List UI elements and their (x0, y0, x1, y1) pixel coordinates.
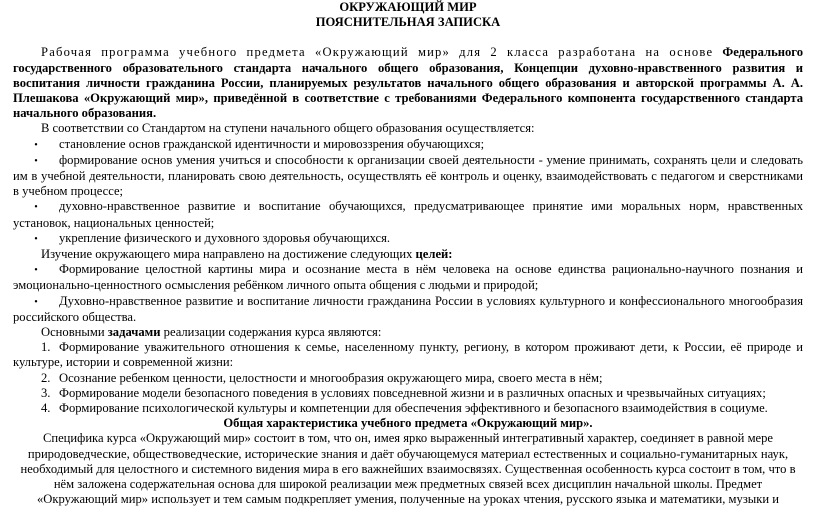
bullet-icon: • (34, 155, 38, 167)
list-item: 3. Формирование модели безопасного поведения в условиях повседневной жизни и в различных опасных и чрезвычайных ситуациях; (13, 386, 803, 401)
section-paragraph: Специфика курса «Окружающий мир» состоит в том, что он, имея ярко выраженный интегративный характер, соединяет в равной мере природоведческие, обществоведческие, исторические знания и даёт обучающемуся материал естественных и социально-гуманитарных наук, необходимый для целостного и системного видения мира в его важнейших взаимосвязях. Существенная особенность курса состоит в том, что в нём заложена содержательная основа для широкой реализации меж предметных связей всех дисциплин начальной школы. Предмет «Окружающий мир» использует и тем самым подкрепляет умения, полученные на уроках чтения, русского языка и математики, музыки и (20, 431, 796, 507)
goals-list (13, 262, 803, 325)
standard-lead: В соответствии со Стандартом на ступени начального общего образования осуществляется: (41, 121, 535, 136)
item-number: 3. (41, 385, 51, 400)
list-item: • Формирование целостной картины мира и осознание места в нём человека на основе единства рационально-научного познания и эмоционально-ценностного осмысления ребёнком личного опыта общения с людьми и природой; (13, 262, 803, 293)
list-item: • формирование основ умения учиться и способности к организации своей деятельности - умение принимать, сохранять цели и следовать им в учебной деятельности, планировать свою деятельность, осуществлять её контроль и оценку, взаимодействовать с педагогом и сверстниками в учебном процессе; (13, 152, 803, 199)
list-item: • Духовно-нравственное развитие и воспитание личности гражданина России в условиях культурного и конфессионального многообразия российского общества. (13, 293, 803, 324)
section-heading: Общая характеристика учебного предмета «Окружающий мир». (223, 416, 593, 431)
list-item: • укрепление физического и духовного здоровья обучающихся. (13, 231, 803, 247)
list-item: 2. Осознание ребенком ценности, целостности и многообразия окружающего мира, своего места в нём; (13, 371, 803, 386)
item-number: 1. (41, 340, 51, 355)
intro-bold-text: Федерального государственного образовательного стандарта начального общего образования, Концепции духовно-нравственного развития и воспитания личности гражданина России, планируемых результатов начального общего образования и авторской программы А. А. Плешакова «Окружающий мир», приведённой в соответствие с требованиями Федерального компонента государственного стандарта начального образования. (13, 45, 803, 121)
tasks-lead: Основными задачами реализации содержания курса являются: (41, 325, 382, 340)
document-subtitle: ПОЯСНИТЕЛЬНАЯ ЗАПИСКА (315, 15, 501, 30)
tasks-list (13, 340, 803, 416)
bullet-icon: • (34, 202, 38, 214)
item-number: 2. (41, 370, 51, 385)
document-title: ОКРУЖАЮЩИЙ МИР (339, 0, 477, 14)
goals-lead: Изучение окружающего мира направлено на достижение следующих целей: (41, 247, 453, 262)
intro-paragraph (13, 45, 803, 121)
tasks-word: задачами (107, 325, 161, 340)
list-item: 1. Формирование уважительного отношения к семье, населенному пункту, региону, в котором проживают дети, к России, её природе и культуре, истории и современной жизни: (13, 340, 803, 370)
item-number: 4. (41, 401, 51, 416)
goals-word: целей: (415, 247, 453, 262)
list-item: • становление основ гражданской идентичности и мировоззрения обучающихся; (13, 137, 803, 153)
list-item: • духовно-нравственное развитие и воспитание обучающихся, предусматривающее принятие ими моральных норм, нравственных установок, национальных ценностей; (13, 199, 803, 230)
bullet-icon: • (34, 296, 38, 308)
list-item: 4. Формирование психологической культуры и компетенции для обеспечения эффективного и безопасного взаимодействия в социуме. (13, 401, 803, 416)
standard-list (13, 137, 803, 247)
bullet-icon: • (34, 139, 38, 151)
bullet-icon: • (34, 265, 38, 277)
bullet-icon: • (34, 233, 38, 245)
intro-plain-text: Рабочая программа учебного предмета «Окружающий мир» для 2 класса разработана на основе (41, 45, 723, 60)
